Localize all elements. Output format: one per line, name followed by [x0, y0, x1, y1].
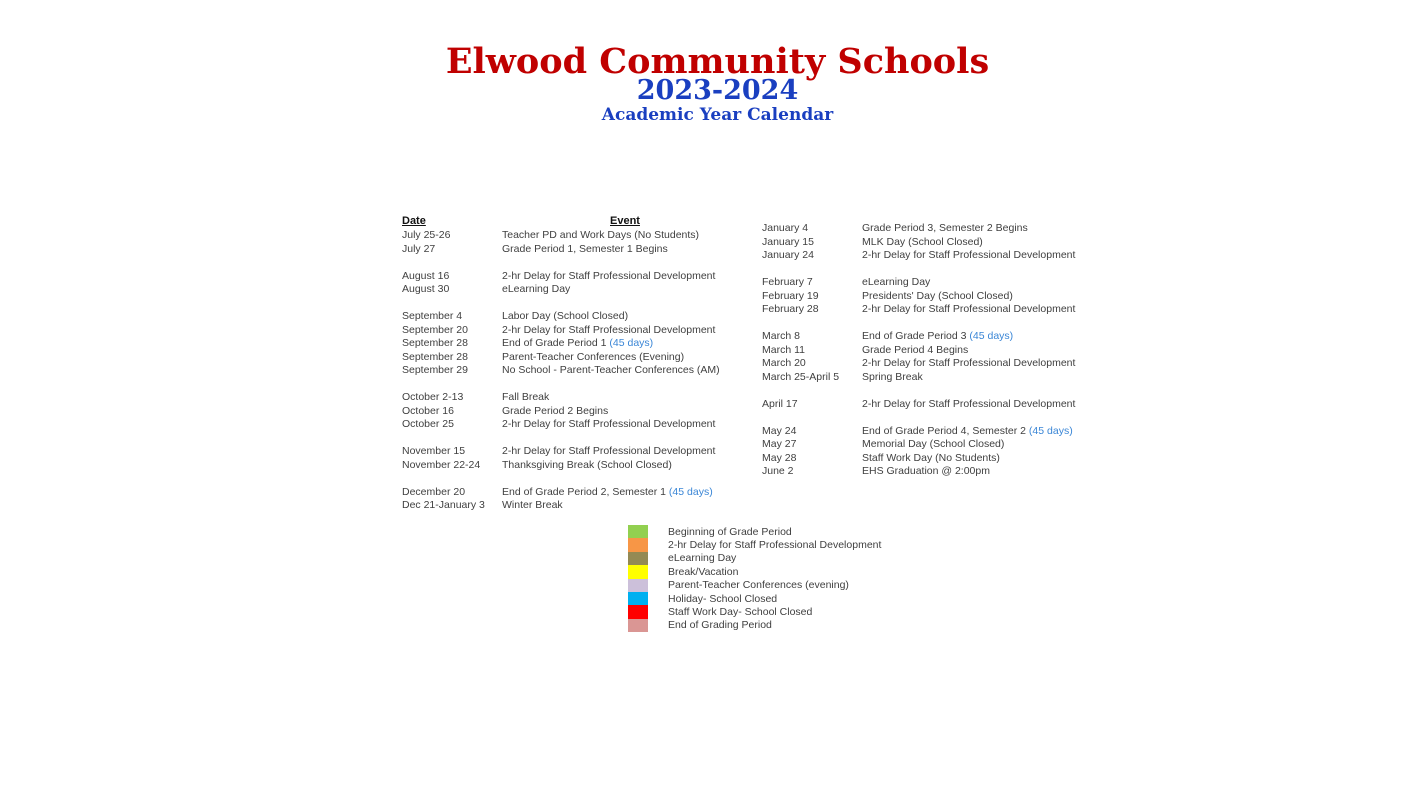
event-date: March 20 — [762, 357, 806, 369]
event-row — [762, 276, 1075, 290]
event-row — [402, 229, 720, 243]
event-description: 2-hr Delay for Staff Professional Development — [862, 249, 1076, 261]
event-date: October 2-13 — [402, 391, 464, 403]
event-date: May 27 — [762, 438, 797, 450]
legend-swatch — [628, 592, 648, 605]
event-row — [762, 357, 1075, 371]
event-description: 2-hr Delay for Staff Professional Development — [862, 303, 1076, 315]
legend-item — [628, 592, 881, 605]
event-row — [402, 270, 720, 284]
event-description: Grade Period 2 Begins — [502, 404, 609, 417]
legend-label: End of Grading Period — [668, 619, 772, 632]
event-description: eLearning Day — [862, 276, 931, 288]
event-description: 2-hr Delay for Staff Professional Development — [502, 323, 716, 336]
event-row — [402, 418, 720, 432]
event-row — [402, 364, 720, 378]
legend-label: eLearning Day — [668, 552, 737, 565]
event-date: January 24 — [762, 249, 814, 261]
event-date: September 4 — [402, 310, 463, 322]
event-date: February 7 — [762, 276, 813, 288]
event-row — [402, 405, 720, 419]
event-date: November 22-24 — [402, 458, 481, 471]
event-row — [762, 303, 1075, 317]
event-row — [402, 337, 720, 351]
event-date: October 16 — [402, 404, 454, 417]
legend-item — [628, 525, 881, 538]
district-title: Elwood Community Schools — [445, 41, 990, 82]
event-row — [402, 243, 720, 257]
event-date: April 17 — [762, 397, 798, 410]
event-description: 2-hr Delay for Staff Professional Development — [502, 418, 716, 430]
event-row — [762, 222, 1075, 236]
event-row — [762, 452, 1075, 466]
event-description: Thanksgiving Break (School Closed) — [502, 458, 672, 471]
event-row — [762, 465, 1075, 479]
event-description: Parent-Teacher Conferences (Evening) — [502, 350, 685, 363]
event-description: Winter Break — [502, 499, 563, 511]
grading-period-days: (45 days) — [966, 330, 1014, 342]
event-description: Spring Break — [862, 370, 923, 383]
legend-label: Beginning of Grade Period — [668, 525, 792, 538]
legend-swatch — [628, 538, 648, 551]
event-date: May 28 — [762, 451, 797, 464]
event-column-header: Event — [610, 215, 640, 227]
section-gap — [762, 317, 1075, 331]
event-description: Fall Break — [502, 391, 550, 403]
event-date: July 25-26 — [402, 229, 451, 241]
event-date: June 2 — [762, 465, 794, 477]
event-date: August 30 — [402, 283, 450, 295]
spring-semester-events — [762, 222, 1075, 479]
event-row — [762, 236, 1075, 250]
event-description: End of Grade Period 2, Semester 1 (45 days) — [502, 485, 713, 498]
event-date: September 20 — [402, 323, 468, 336]
event-date: December 20 — [402, 485, 466, 498]
fall-semester-events — [402, 229, 720, 513]
legend-swatch — [628, 525, 648, 538]
event-date: September 28 — [402, 350, 468, 363]
event-row — [402, 459, 720, 473]
event-description: Grade Period 4 Begins — [862, 343, 969, 356]
date-column-header: Date — [402, 215, 426, 227]
event-date: Dec 21-January 3 — [402, 499, 485, 511]
event-date: May 24 — [762, 424, 797, 437]
event-date: July 27 — [402, 242, 436, 255]
event-description: eLearning Day — [502, 283, 571, 295]
event-description: Memorial Day (School Closed) — [862, 438, 1005, 450]
event-row — [402, 391, 720, 405]
event-description: End of Grade Period 4, Semester 2 (45 days) — [862, 424, 1073, 437]
legend-swatch — [628, 619, 648, 632]
event-date: March 25-April 5 — [762, 370, 840, 383]
event-row — [762, 438, 1075, 452]
event-row — [762, 425, 1075, 439]
event-description: Grade Period 1, Semester 1 Begins — [502, 242, 668, 255]
legend-item — [628, 565, 881, 578]
event-row — [762, 371, 1075, 385]
event-description: Staff Work Day (No Students) — [862, 451, 1000, 464]
legend-item — [628, 552, 881, 565]
event-date: November 15 — [402, 445, 466, 457]
event-date: September 29 — [402, 364, 468, 376]
event-date: October 25 — [402, 418, 454, 430]
section-gap — [402, 472, 720, 486]
event-description: MLK Day (School Closed) — [862, 235, 983, 248]
event-row — [402, 486, 720, 500]
section-gap — [402, 432, 720, 446]
event-row — [762, 290, 1075, 304]
event-description: 2-hr Delay for Staff Professional Development — [502, 445, 716, 457]
legend-item — [628, 579, 881, 592]
event-date: February 28 — [762, 303, 819, 315]
event-row — [402, 499, 720, 513]
event-date: January 15 — [762, 235, 814, 248]
event-description: Teacher PD and Work Days (No Students) — [502, 229, 700, 241]
event-row — [402, 324, 720, 338]
event-description: 2-hr Delay for Staff Professional Development — [502, 269, 716, 282]
calendar-subtitle: Academic Year Calendar — [601, 105, 834, 125]
event-description: EHS Graduation @ 2:00pm — [862, 465, 990, 477]
event-row — [402, 310, 720, 324]
event-description: End of Grade Period 1 (45 days) — [502, 337, 654, 349]
grading-period-days: (45 days) — [1026, 424, 1073, 437]
grading-period-days: (45 days) — [666, 485, 713, 498]
legend-item — [628, 619, 881, 632]
color-legend — [628, 525, 881, 632]
legend-swatch — [628, 605, 648, 618]
event-description: Labor Day (School Closed) — [502, 310, 629, 322]
event-description: No School - Parent-Teacher Conferences (AM) — [502, 364, 720, 376]
legend-item — [628, 605, 881, 618]
school-year: 2023-2024 — [636, 75, 799, 106]
event-row — [402, 283, 720, 297]
event-row — [762, 344, 1075, 358]
event-description: End of Grade Period 3 (45 days) — [862, 330, 1014, 342]
section-gap — [762, 384, 1075, 398]
legend-label: Parent-Teacher Conferences (evening) — [668, 579, 849, 592]
event-date: March 8 — [762, 330, 800, 342]
event-date: January 4 — [762, 222, 809, 234]
legend-label: 2-hr Delay for Staff Professional Development — [668, 539, 882, 552]
event-description: Presidents' Day (School Closed) — [862, 289, 1013, 302]
grading-period-days: (45 days) — [606, 337, 654, 349]
legend-label: Holiday- School Closed — [668, 592, 778, 605]
event-row — [402, 351, 720, 365]
event-description: 2-hr Delay for Staff Professional Development — [862, 357, 1076, 369]
event-date: September 28 — [402, 337, 468, 349]
event-date: February 19 — [762, 289, 819, 302]
legend-label: Staff Work Day- School Closed — [668, 606, 813, 619]
legend-swatch — [628, 579, 648, 592]
legend-label: Break/Vacation — [668, 565, 739, 578]
section-gap — [402, 297, 720, 311]
section-gap — [402, 378, 720, 392]
legend-swatch — [628, 552, 648, 565]
event-row — [762, 249, 1075, 263]
section-gap — [762, 411, 1075, 425]
event-row — [762, 398, 1075, 412]
event-row — [402, 445, 720, 459]
section-gap — [762, 263, 1075, 277]
event-description: 2-hr Delay for Staff Professional Development — [862, 397, 1076, 410]
legend-swatch — [628, 565, 648, 578]
event-row — [762, 330, 1075, 344]
section-gap — [402, 256, 720, 270]
event-date: March 11 — [762, 343, 805, 356]
event-date: August 16 — [402, 269, 450, 282]
event-description: Grade Period 3, Semester 2 Begins — [862, 222, 1028, 234]
legend-item — [628, 538, 881, 551]
